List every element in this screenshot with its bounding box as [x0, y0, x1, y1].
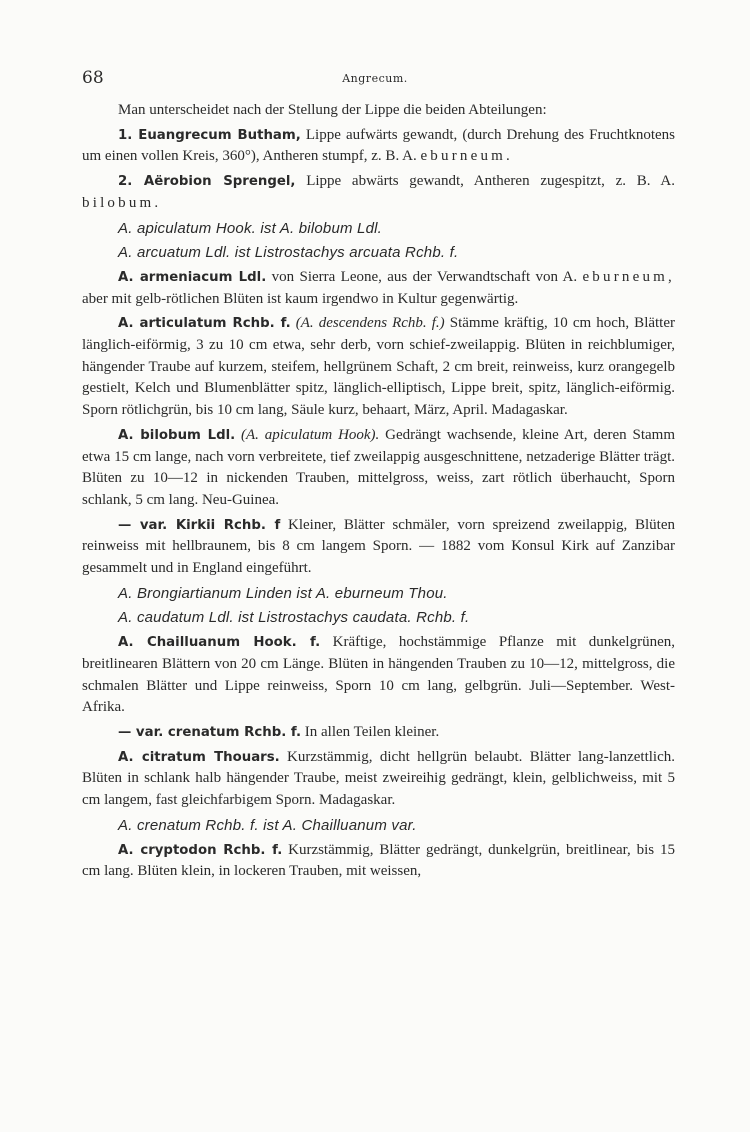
entry-heading: — var. crenatum Rchb. f.	[118, 724, 302, 740]
page-body	[82, 100, 675, 886]
entry-heading: A. cryptodon Rchb. f.	[118, 842, 283, 858]
synonym-line: A. caudatum Ldl. ist Listrostachys caudata. Rchb. f.	[118, 609, 470, 627]
entry-var-crenatum: — var. crenatum Rchb. f. In allen Teilen kleiner.	[118, 723, 440, 740]
synonym-line: A. crenatum Rchb. f. ist A. Chailluanum var.	[118, 816, 417, 834]
entry-var-kirkii: — var. Kirkii Rchb. f Kleiner, Blätter schmäler, vorn spreizend zweilappig, Blüten reinweiss mit hellbraunem, bis 8 cm langem Sporn. — 1882 vom Konsul Kirk auf Zanzibar gesammelt und in England eingeführt.	[82, 516, 675, 577]
entry-heading: A. articulatum Rchb. f.	[118, 316, 291, 332]
synonym-line: A. apiculatum Hook. ist A. bilobum Ldl.	[118, 219, 383, 237]
page-number: 68	[82, 68, 104, 88]
entry-heading: 2. Aërobion Sprengel,	[118, 174, 296, 190]
entry-chailluanum: A. Chailluanum Hook. f. Kräftige, hochstämmige Pflanze mit dunkelgrünen, breitlinearen Blättern von 20 cm Länge. Blüten in hängenden Trauben zu 10—12, mittelgross, die schmalen Blätter und Lippe reinweiss, Sporn 10 cm lang, gelbgrün. Juli—September. West-Afrika.	[82, 634, 675, 716]
paragraph-intro: Man unterscheidet nach der Stellung der Lippe die beiden Abteilungen:	[118, 102, 547, 118]
entry-heading: A. citratum Thouars.	[118, 749, 280, 765]
synonym-line: A. arcuatum Ldl. ist Listrostachys arcuata Rchb. f.	[118, 244, 459, 262]
running-head: Angrecum.	[342, 72, 408, 85]
entry-cryptodon: A. cryptodon Rchb. f. Kurzstämmig, Blätter gedrängt, dunkelgrün, breitlinear, bis 15 cm lang. Blüten klein, in lockeren Trauben, mit weissen,	[82, 841, 675, 880]
paragraph-euangrecum: 1. Euangrecum Butham, Lippe aufwärts gewandt, (durch Drehung des Fruchtknotens um einen vollen Kreis, 360°), Antheren stumpf, z. B. A. eburneum.	[82, 126, 675, 165]
entry-heading: — var. Kirkii Rchb. f	[118, 517, 281, 533]
entry-heading: A. bilobum Ldl.	[118, 427, 236, 443]
paragraph-aerobion: 2. Aërobion Sprengel, Lippe abwärts gewandt, Antheren zugespitzt, z. B. A. bilobum.	[82, 173, 675, 211]
entry-articulatum: A. articulatum Rchb. f. (A. descendens Rchb. f.) Stämme kräftig, 10 cm hoch, Blätter länglich-eiförmig, 3 zu 10 cm etwa, sehr derb, vorn schief-zweilappig. Blüten in reichblumiger, hängender Traube auf kurzem, steifem, hellgrünem Schaft, 2 cm breit, reinweiss, kurz orangegelb gestielt, Kelch und Blumenblätter spitz, länglich-elliptisch, Lippe breit, spitz, länglich-eiförmig. Sporn rötlichgrün, bis 10 cm lang, Säule kurz, behaart, März, April. Madagaskar.	[82, 315, 676, 419]
entry-armeniacum: A. armeniacum Ldl. von Sierra Leone, aus der Verwandtschaft von A. eburneum, aber mit gelb-rötlichen Blüten ist kaum irgendwo in Kultur gegenwärtig.	[82, 268, 675, 307]
entry-citratum: A. citratum Thouars. Kurzstämmig, dicht hellgrün belaubt. Blätter lang-lanzettlich. Blüten in schlank halb hängender Traube, meist zweireihig gedrängt, klein, gelblichweiss, mit 5 cm langem, fast gleichfarbigem Sporn. Madagaskar.	[82, 748, 675, 809]
synonym-line: A. Brongiartianum Linden ist A. eburneum Thou.	[118, 584, 448, 602]
entry-heading: A. Chailluanum Hook. f.	[118, 635, 321, 651]
entry-heading: A. armeniacum Ldl.	[118, 269, 267, 285]
entry-heading: 1. Euangrecum Butham,	[118, 127, 301, 143]
entry-bilobum: A. bilobum Ldl. (A. apiculatum Hook). Gedrängt wachsende, kleine Art, deren Stamm etwa 15 cm lange, nach vorn verbreitete, tief zweilappig ausgeschnittene, netzaderige Blätter trägt. Blüten zu 10—12 in nickenden Trauben, mittelgross, weiss, zart rötlich überhaucht, Sporn schlank, 5 cm lang. Neu-Guinea.	[82, 426, 675, 508]
